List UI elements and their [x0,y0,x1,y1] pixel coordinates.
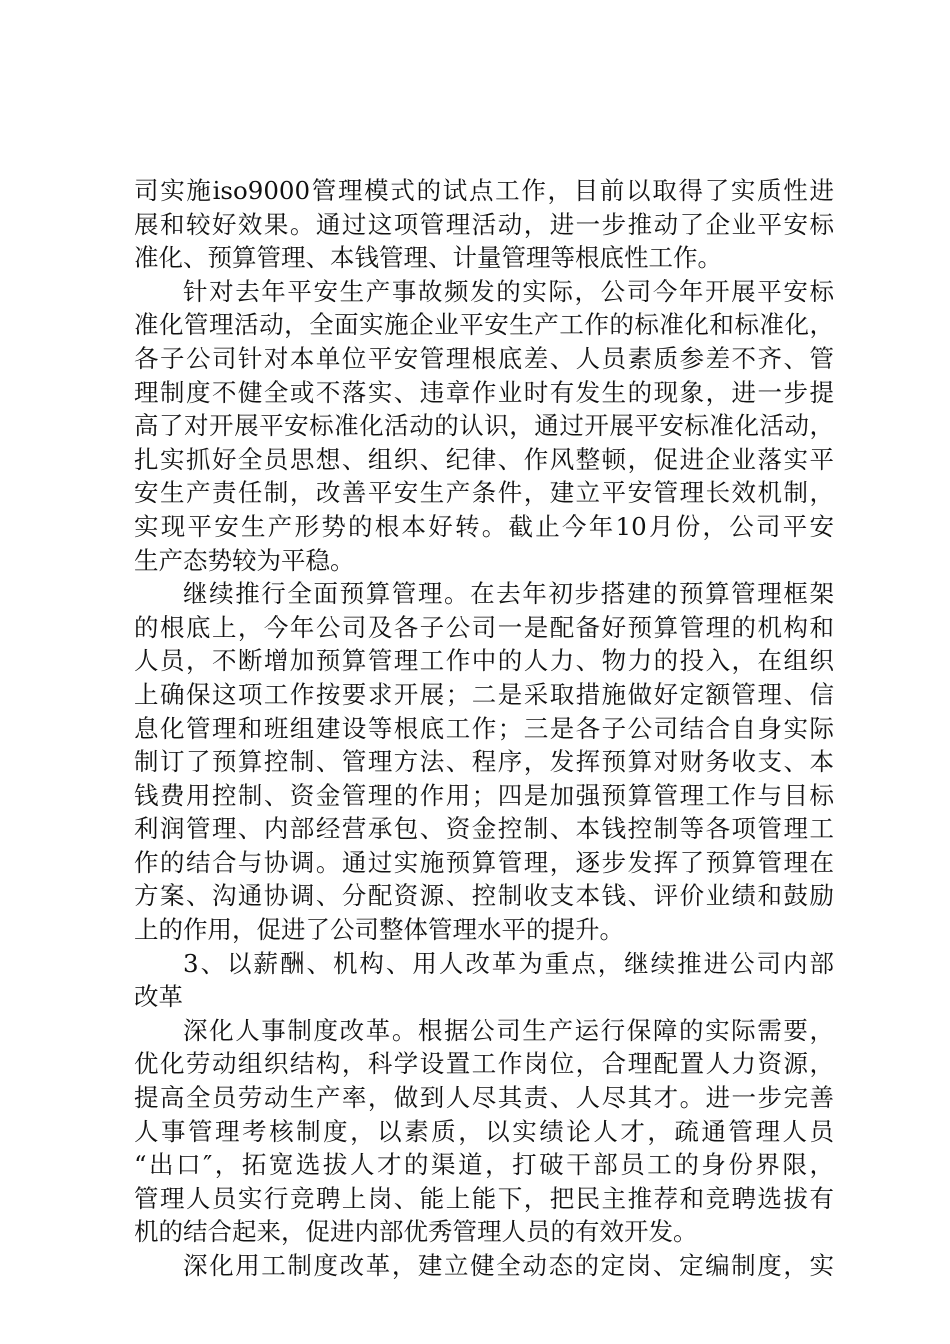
text-line: 机的结合起来，促进内部优秀管理人员的有效开发。 [134,1217,698,1247]
text-line: 方案、沟通协调、分配资源、控制收支本钱、评价业绩和鼓励 [134,881,834,911]
text-line: 3、以薪酬、机构、用人改革为重点，继续推进公司内部 [183,948,834,978]
text-line: 人事管理考核制度，以素质，以实绩论人才，疏通管理人员 [134,1116,834,1146]
text-line: 理制度不健全或不落实、违章作业时有发生的现象，进一步提 [134,377,834,407]
text-line: 继续推行全面预算管理。在去年初步搭建的预算管理框架 [183,579,834,609]
text-line: 人员，不断增加预算管理工作中的人力、物力的投入，在组织 [134,646,834,676]
text-line: 准化、预算管理、本钱管理、计量管理等根底性工作。 [134,243,722,273]
text-line: 作的结合与协调。通过实施预算管理，逐步发挥了预算管理在 [134,847,834,877]
text-line: 上确保这项工作按要求开展；二是采取措施做好定额管理、信 [134,679,834,709]
text-line: 利润管理、内部经营承包、资金控制、本钱控制等各项管理工 [134,814,834,844]
text-line: 制订了预算控制、管理方法、程序，发挥预算对财务收支、本 [134,747,834,777]
text-line: 改革 [134,982,183,1012]
text-line: 准化管理活动，全面实施企业平安生产工作的标准化和标准化， [134,310,834,340]
text-line: 提高全员劳动生产率，做到人尽其责、人尽其才。进一步完善 [134,1083,834,1113]
text-line: 展和较好效果。通过这项管理活动，进一步推动了企业平安标 [134,209,834,239]
text-line: 上的作用，促进了公司整体管理水平的提升。 [134,915,624,945]
text-line: 实现平安生产形势的根本好转。截止今年10月份，公司平安 [134,511,834,541]
text-line: 针对去年平安生产事故频发的实际，公司今年开展平安标 [183,276,834,306]
text-line: 高了对开展平安标准化活动的认识，通过开展平安标准化活动， [134,411,834,441]
text-line: 管理人员实行竞聘上岗、能上能下，把民主推荐和竞聘选拔有 [134,1183,834,1213]
text-line: 优化劳动组织结构，科学设置工作岗位，合理配置人力资源， [134,1049,834,1079]
document-body [134,174,834,1283]
text-line: 的根底上，今年公司及各子公司一是配备好预算管理的机构和 [134,612,834,642]
text-line: 扎实抓好全员思想、组织、纪律、作风整顿，促进企业落实平 [134,444,834,474]
text-line: 钱费用控制、资金管理的作用；四是加强预算管理工作与目标 [134,780,834,810]
text-line: 各子公司针对本单位平安管理根底差、人员素质参差不齐、管 [134,343,834,373]
text-line: 安生产责任制，改善平安生产条件，建立平安管理长效机制， [134,478,834,508]
text-line: 息化管理和班组建设等根底工作；三是各子公司结合自身实际 [134,713,834,743]
text-line: 生产态势较为平稳。 [134,545,355,575]
text-line: 深化用工制度改革，建立健全动态的定岗、定编制度，实 [183,1251,834,1280]
text-line: “出口″，拓宽选拔人才的渠道，打破干部员工的身份界限， [134,1150,834,1180]
text-line: 司实施iso9000管理模式的试点工作，目前以取得了实质性进 [134,176,834,205]
text-line: 深化人事制度改革。根据公司生产运行保障的实际需要， [183,1015,834,1045]
